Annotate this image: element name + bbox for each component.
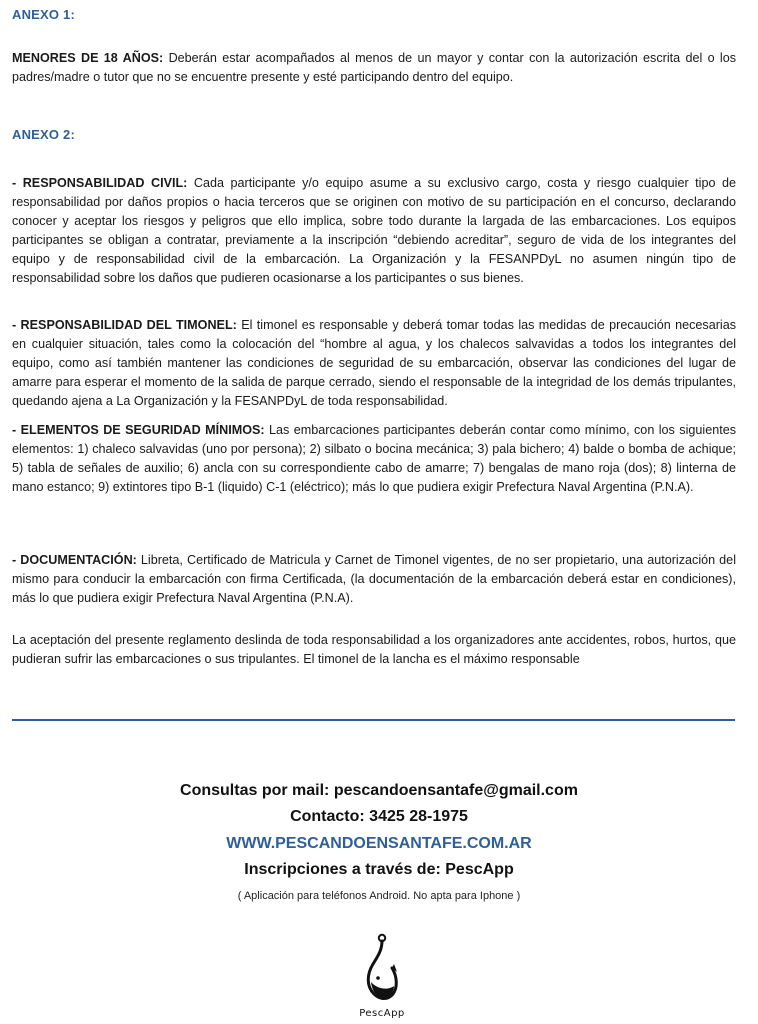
safety-elements-heading: - ELEMENTOS DE SEGURIDAD MÍNIMOS:: [12, 423, 265, 437]
section-divider: [12, 719, 735, 721]
documentation-text: Libreta, Certificado de Matricula y Carnet de Timonel vigentes, de no ser propietario, una autorización del mismo para conducir la embarcación con firma Certificada, (la documentación de la embarcación deberá estar en condiciones), más lo que pudiera exigir Prefectura Naval Argentina (P.N.A).: [12, 553, 736, 605]
helmsman-liability-heading: - RESPONSABILIDAD DEL TIMONEL:: [12, 318, 237, 332]
pescapp-logo: [356, 932, 408, 1020]
app-note: ( Aplicación para teléfonos Android. No apta para Iphone ): [237, 890, 521, 902]
website-link[interactable]: WWW.PESCANDOENSANTAFE.COM.AR: [226, 835, 532, 852]
civil-liability-heading: - RESPONSABILIDAD CIVIL:: [12, 176, 188, 190]
documentation-heading: - DOCUMENTACIÓN:: [12, 553, 137, 567]
safety-elements-paragraph: [12, 421, 736, 497]
civil-liability-text: Cada participante y/o equipo asume a su exclusivo cargo, costa y riesgo cualquier tipo de responsabilidad por daños propios o hacia terceros que se originen con motivo de su participación en el concurso, declarando conocer y aceptar los riesgos y peligros que ello implica, sobre todo durante la largada de las embarcaciones. Los equipos participantes se obligan a contratar, previamente a la inscripción “debiendo acreditar”, seguro de vida de los integrantes del equipo y de responsabilidad civil de la embarcación. La Organización y la FESANPDyL no asumen ningún tipo de responsabilidad sobre los daños que pudieren ocasionarse a los participantes o sus bienes.: [12, 176, 736, 285]
annex-1-title: ANEXO 1:: [12, 7, 76, 22]
registration-line: Inscripciones a través de: PescApp: [244, 861, 514, 878]
documentation-paragraph: [12, 551, 736, 608]
safety-elements-text: Las embarcaciones participantes deberán contar como mínimo, con los siguientes elementos: 1) chaleco salvavidas (uno por persona); 2) silbato o bocina mecánica; 3) pala bichero; 4) balde o bomba de achique; 5) tabla de señales de auxilio; 6) ancla con su correspondiente cabo de amarre; 7) bengalas de mano roja (dos); 8) linterna de mano estanco; 9) extintores tipo B-1 (liquido) C-1 (eléctrico); más lo que pudiera exigir Prefectura Naval Argentina (P.N.A).: [12, 423, 736, 494]
pescapp-logo-text: PescApp: [359, 1008, 405, 1019]
helmsman-liability-paragraph: [12, 316, 736, 411]
fishing-hook-fish-icon: [356, 932, 408, 1008]
minors-text: Deberán estar acompañados al menos de un mayor y contar con la autorización escrita del o los padres/madre o tutor que no se encuentre presente y esté participando dentro del equipo.: [12, 51, 736, 84]
contact-line: Contacto: 3425 28-1975: [290, 808, 468, 825]
acceptance-paragraph: La aceptación del presente reglamento deslinda de toda responsabilidad a los organizadores ante accidentes, robos, hurtos, que pudieran sufrir las embarcaciones o sus tripulantes. El timonel de la lancha es el máximo responsable: [12, 633, 736, 666]
mail-line: Consultas por mail: pescandoensantafe@gmail.com: [180, 782, 578, 799]
helmsman-liability-text: El timonel es responsable y deberá tomar todas las medidas de precaución necesarias en cualquier situación, tales como la colocación del “hombre al agua, y los chalecos salvavidas a todos los integrantes del equipo, como así también mantener las condiciones de seguridad de su embarcación, observar las condiciones del lugar de amarre para esperar el momento de la salida de parque cerrado, siendo el responsable de la integridad de los demás tripulantes, quedando ajena a La Organización y la FESANPDyL de toda responsabilidad.: [12, 318, 736, 408]
minors-heading: MENORES DE 18 AÑOS:: [12, 51, 164, 65]
minors-paragraph: [12, 49, 736, 87]
annex-2-title: ANEXO 2:: [12, 127, 76, 142]
civil-liability-paragraph: [12, 174, 736, 288]
